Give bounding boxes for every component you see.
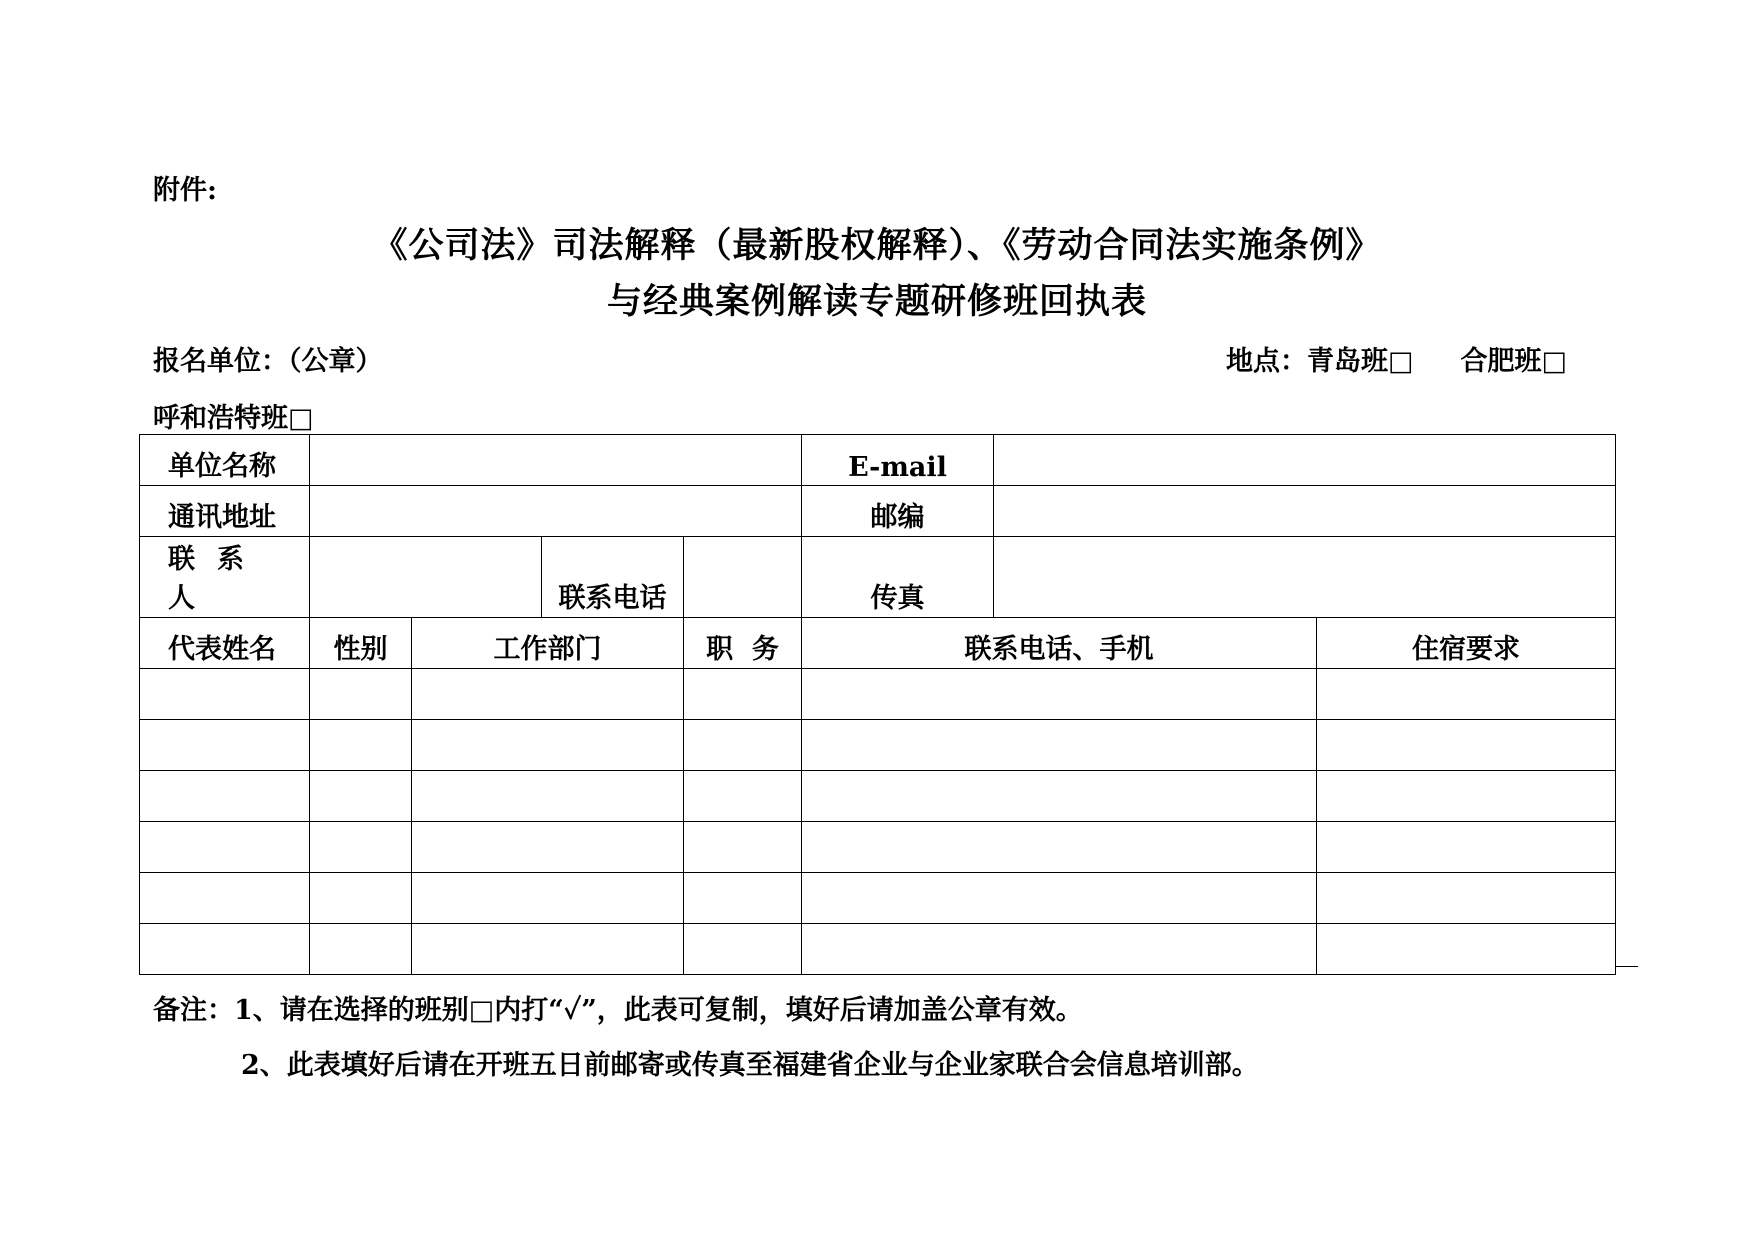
note-line-1: 备注：1、请在选择的班别□内打“✓”，此表可复制，填好后请加盖公章有效。 [153, 995, 1083, 1026]
attendee-position-cell[interactable] [684, 924, 802, 975]
attendee-phone-cell[interactable] [802, 873, 1317, 924]
attendee-phone-cell[interactable] [802, 924, 1317, 975]
attendee-accommodation-cell[interactable] [1317, 669, 1616, 720]
attendee-accommodation-cell[interactable] [1317, 822, 1616, 873]
attendee-department-cell[interactable] [412, 720, 684, 771]
attendee-department-cell[interactable] [412, 924, 684, 975]
attendee-position-cell[interactable] [684, 873, 802, 924]
attendee-department-cell[interactable] [412, 822, 684, 873]
attendee-row [140, 924, 1616, 975]
attendee-phone-cell[interactable] [802, 720, 1317, 771]
annex-label: 附件: [153, 175, 217, 206]
contact-phone-field[interactable] [684, 537, 802, 618]
address-label: 通讯地址 [140, 486, 310, 537]
unit-name-field[interactable] [310, 435, 802, 486]
attendee-phone-cell[interactable] [802, 822, 1317, 873]
attendee-name-cell[interactable] [140, 873, 310, 924]
note-line-2: 2、此表填好后请在开班五日前邮寄或传真至福建省企业与企业家联合会信息培训部。 [241, 1050, 1259, 1081]
address-field[interactable] [310, 486, 802, 537]
attendee-phone-cell[interactable] [802, 771, 1317, 822]
attendee-position-cell[interactable] [684, 720, 802, 771]
attendee-row [140, 873, 1616, 924]
attendee-department-cell[interactable] [412, 669, 684, 720]
contact-person-label: 联系人 [140, 537, 310, 618]
attendee-gender-cell[interactable] [310, 873, 412, 924]
column-header-accommodation: 住宿要求 [1317, 618, 1616, 669]
attendee-name-cell[interactable] [140, 720, 310, 771]
attendee-name-cell[interactable] [140, 822, 310, 873]
document-title-line2: 与经典案例解读专题研修班回执表 [606, 281, 1147, 322]
attendee-gender-cell[interactable] [310, 822, 412, 873]
attendee-phone-cell[interactable] [802, 669, 1317, 720]
attendee-department-cell[interactable] [412, 873, 684, 924]
attendee-row [140, 720, 1616, 771]
location-option-hohhot: 呼和浩特班□ [153, 403, 314, 434]
fax-label: 传真 [802, 537, 994, 618]
attendee-accommodation-cell[interactable] [1317, 873, 1616, 924]
attendee-accommodation-cell[interactable] [1317, 924, 1616, 975]
registration-table [139, 434, 1616, 975]
column-header-phone: 联系电话、手机 [802, 618, 1317, 669]
attendee-name-cell[interactable] [140, 924, 310, 975]
attendee-gender-cell[interactable] [310, 924, 412, 975]
column-header-gender: 性别 [310, 618, 412, 669]
address-row [140, 486, 1616, 537]
attendee-accommodation-cell[interactable] [1317, 771, 1616, 822]
registration-unit-label: 报名单位：（公章） [153, 346, 383, 377]
attendee-gender-cell[interactable] [310, 771, 412, 822]
fax-field[interactable] [994, 537, 1616, 618]
table-bottom-rule-extension [1615, 966, 1638, 967]
attendee-name-cell[interactable] [140, 771, 310, 822]
location-options: 地点：青岛班□ 合肥班□ [1226, 346, 1568, 377]
column-header-name: 代表姓名 [140, 618, 310, 669]
attendee-row [140, 822, 1616, 873]
attendee-row [140, 771, 1616, 822]
attendee-position-cell[interactable] [684, 669, 802, 720]
unit-name-row [140, 435, 1616, 486]
contact-phone-label: 联系电话 [542, 537, 684, 618]
attendee-accommodation-cell[interactable] [1317, 720, 1616, 771]
attendee-position-cell[interactable] [684, 771, 802, 822]
attendee-gender-cell[interactable] [310, 720, 412, 771]
email-field[interactable] [994, 435, 1616, 486]
attendee-header-row [140, 618, 1616, 669]
column-header-department: 工作部门 [412, 618, 684, 669]
attendee-name-cell[interactable] [140, 669, 310, 720]
postcode-label: 邮编 [802, 486, 994, 537]
contact-person-field[interactable] [310, 537, 542, 618]
contact-row [140, 537, 1616, 618]
email-label: E-mail [802, 435, 994, 486]
column-header-position: 职 务 [684, 618, 802, 669]
unit-name-label: 单位名称 [140, 435, 310, 486]
attendee-department-cell[interactable] [412, 771, 684, 822]
postcode-field[interactable] [994, 486, 1616, 537]
attendee-row [140, 669, 1616, 720]
attendee-position-cell[interactable] [684, 822, 802, 873]
attendee-gender-cell[interactable] [310, 669, 412, 720]
document-title-line1: 《公司法》司法解释（最新股权解释）、《劳动合同法实施条例》 [372, 225, 1382, 266]
